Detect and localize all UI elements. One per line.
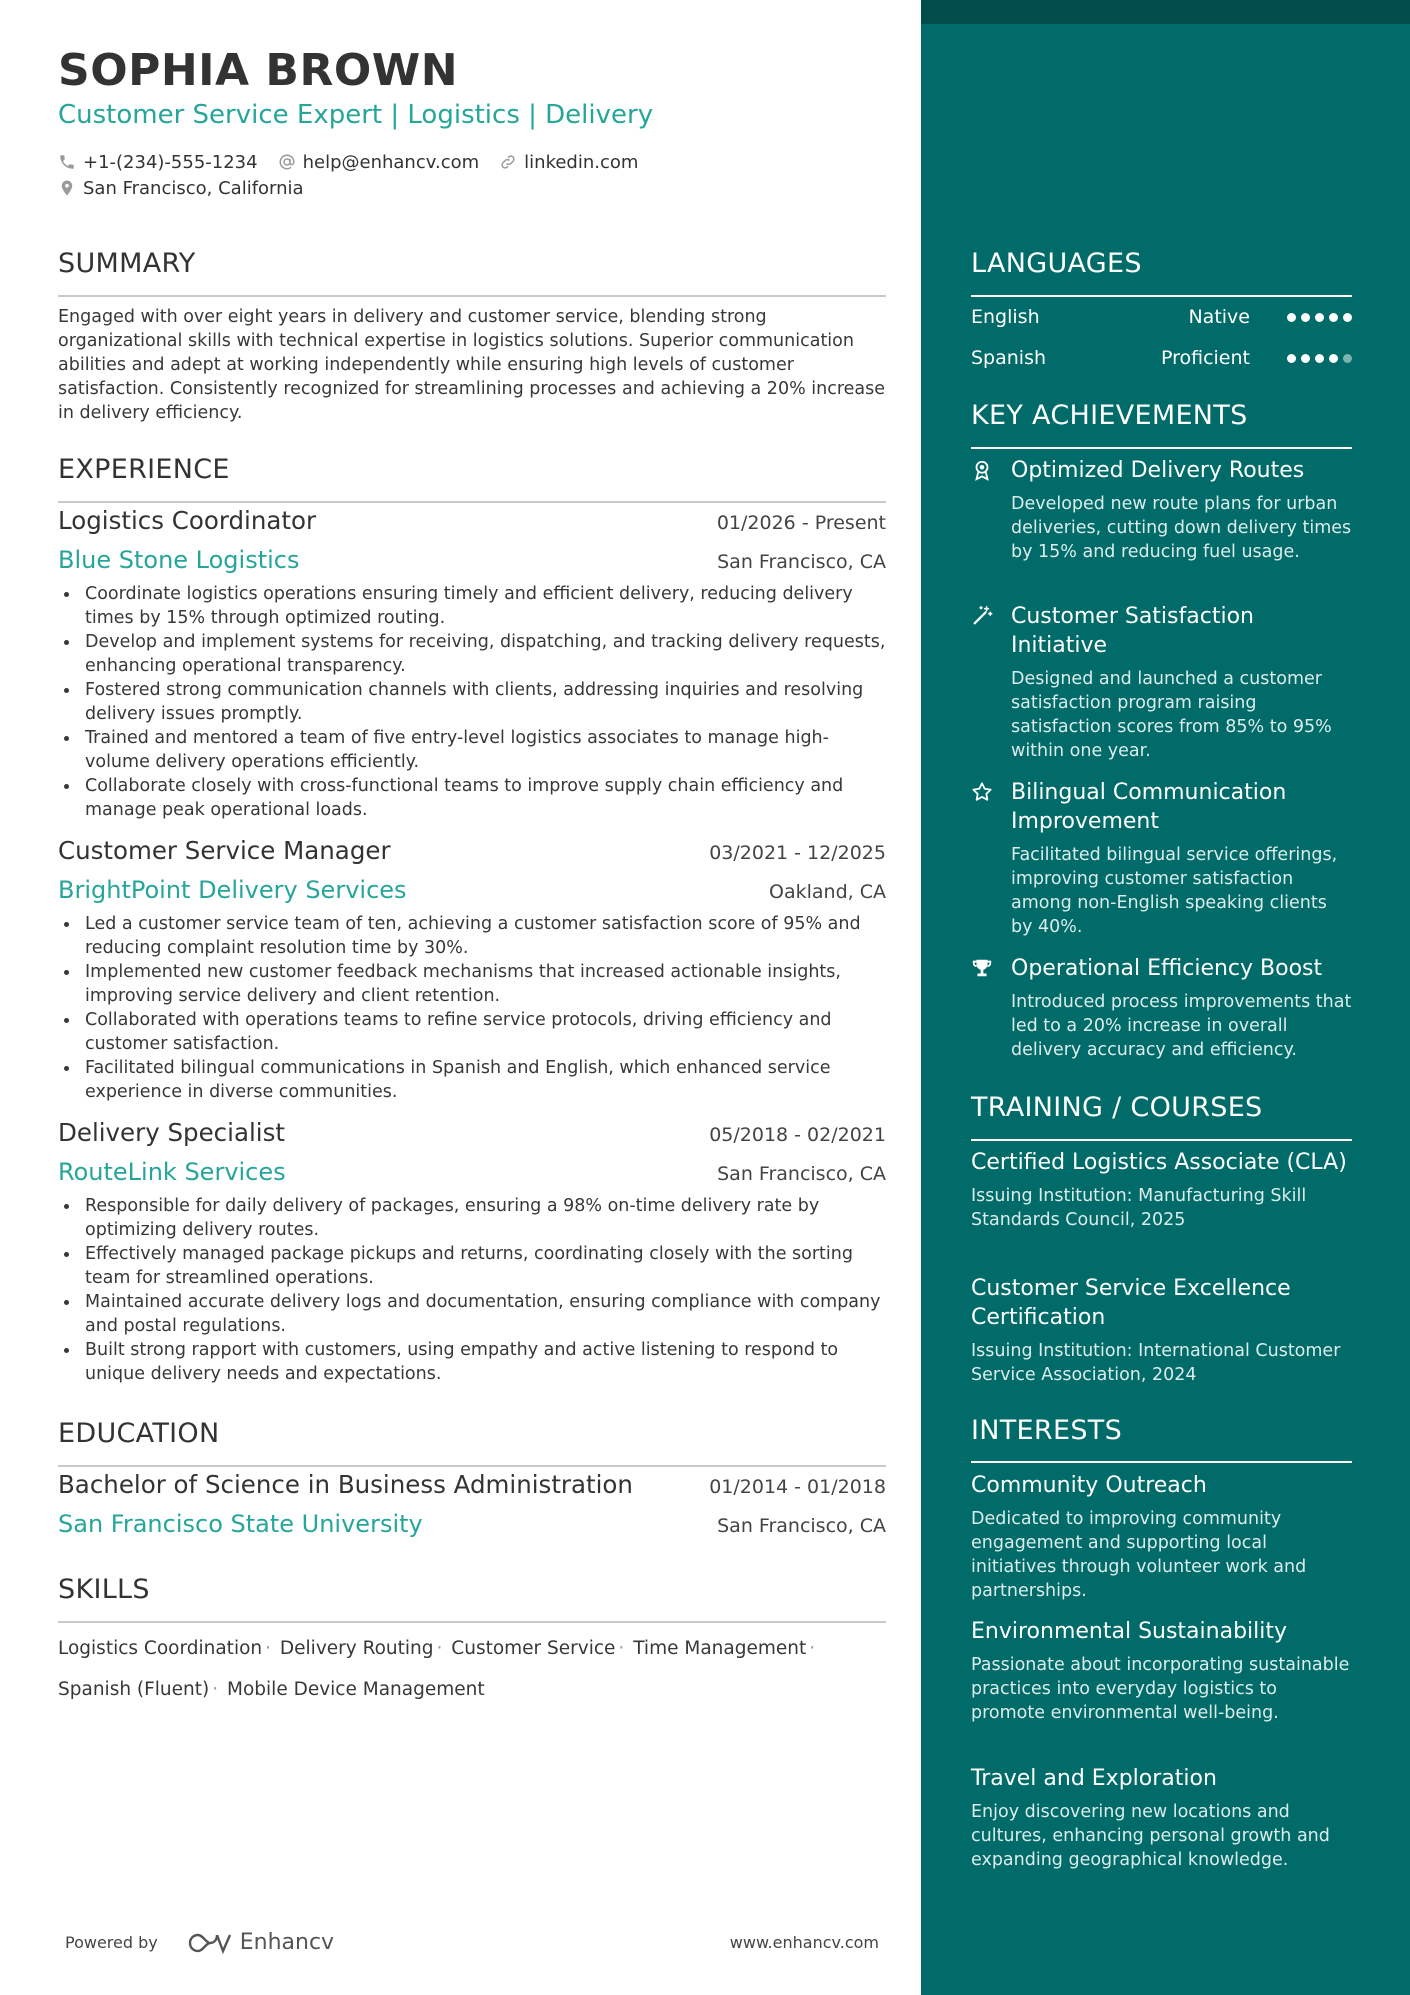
skills-list: Logistics Coordination · Delivery Routing · Customer Service · Time Management · Spanish (Fluent) · Mobile Device Management xyxy=(58,1638,816,1700)
bullet-item: Maintained accurate delivery logs and documentation, ensuring compliance with company and postal regulations. xyxy=(58,1290,886,1338)
language-rating xyxy=(1282,354,1352,363)
rating-dot xyxy=(1315,354,1324,363)
bullet-item: Collaborate closely with cross-functional teams to improve supply chain efficiency and manage peak operational loads. xyxy=(58,774,886,822)
brand-text: Enhancv xyxy=(239,1930,335,1955)
degree-title: Bachelor of Science in Business Administration xyxy=(58,1470,633,1499)
job-location: San Francisco, CA xyxy=(717,551,886,573)
rating-dot xyxy=(1329,313,1338,322)
candidate-headline: Customer Service Expert | Logistics | Delivery xyxy=(58,100,654,130)
achievement-desc: Designed and launched a customer satisfaction program raising satisfaction scores from 85% to 95% within one year. xyxy=(1011,669,1332,761)
job-title: Customer Service Manager xyxy=(58,836,391,865)
language-rating xyxy=(1282,313,1352,322)
job-entry-2 xyxy=(58,836,886,1104)
language-name: English xyxy=(971,306,1040,328)
languages-divider xyxy=(971,295,1352,297)
skills-title: SKILLS xyxy=(58,1574,150,1605)
contact-email[interactable] xyxy=(278,152,480,173)
achievement-item xyxy=(971,954,1352,1062)
at-icon xyxy=(278,153,296,171)
language-level: Proficient xyxy=(1160,347,1250,369)
job-location: Oakland, CA xyxy=(769,881,886,903)
interest-item xyxy=(971,1471,1352,1603)
achievement-item xyxy=(971,456,1352,564)
contact-phone[interactable] xyxy=(58,152,258,173)
job-bullets xyxy=(58,912,886,1104)
skill-item: Spanish (Fluent) xyxy=(58,1679,210,1700)
magic-wand-icon xyxy=(971,605,993,627)
rating-dot xyxy=(1315,313,1324,322)
course-item xyxy=(971,1148,1352,1232)
achievements-title: KEY ACHIEVEMENTS xyxy=(971,400,1248,431)
interest-title: Community Outreach xyxy=(971,1473,1207,1498)
phone-text: +1-(234)-555-1234 xyxy=(83,151,258,173)
skill-item: Delivery Routing xyxy=(279,1638,434,1659)
interests-divider xyxy=(971,1461,1352,1463)
achievement-item xyxy=(971,602,1352,763)
achievement-desc: Introduced process improvements that led to a 20% increase in overall delivery accuracy and efficiency. xyxy=(1011,992,1352,1060)
achievement-title: Bilingual Communication Improvement xyxy=(1011,780,1287,834)
summary-title: SUMMARY xyxy=(58,248,196,279)
main-column xyxy=(58,0,886,1995)
bullet-item: Collaborated with operations teams to refine service protocols, driving efficiency and customer satisfaction. xyxy=(58,1008,886,1056)
job-date: 03/2021 - 12/2025 xyxy=(709,842,886,864)
training-title: TRAINING / COURSES xyxy=(971,1092,1263,1123)
job-title: Logistics Coordinator xyxy=(58,506,317,535)
education-divider xyxy=(58,1465,886,1467)
rating-dot xyxy=(1287,354,1296,363)
interest-desc: Passionate about incorporating sustainable practices into everyday logistics to promote environmental well-being. xyxy=(971,1655,1350,1723)
bullet-item: Fostered strong communication channels with clients, addressing inquiries and resolving delivery issues promptly. xyxy=(58,678,886,726)
job-date: 05/2018 - 02/2021 xyxy=(709,1124,886,1146)
trophy-icon xyxy=(971,957,993,979)
skill-item: Customer Service xyxy=(451,1638,616,1659)
job-date: 01/2026 - Present xyxy=(716,512,886,534)
experience-title: EXPERIENCE xyxy=(58,454,230,485)
experience-divider xyxy=(58,501,886,503)
achievements-divider xyxy=(971,447,1352,449)
bullet-item: Built strong rapport with customers, using empathy and active listening to respond to unique delivery needs and expectations. xyxy=(58,1338,886,1386)
language-level: Native xyxy=(1188,306,1250,328)
enhancv-logo-icon xyxy=(186,1931,234,1955)
bullet-item: Facilitated bilingual communications in Spanish and English, which enhanced service experience in diverse communities. xyxy=(58,1056,886,1104)
skill-item: Time Management xyxy=(633,1638,807,1659)
footer-website[interactable]: www.enhancv.com xyxy=(729,1933,879,1952)
achievement-title: Customer Satisfaction Initiative xyxy=(1011,604,1254,658)
summary-divider xyxy=(58,295,886,297)
interest-desc: Dedicated to improving community engagement and supporting local initiatives through volunteer work and partnerships. xyxy=(971,1509,1307,1601)
job-bullets xyxy=(58,582,886,822)
contact-linkedin[interactable] xyxy=(499,152,638,173)
rating-dot xyxy=(1287,313,1296,322)
achievement-item xyxy=(971,778,1352,939)
bullet-item: Trained and mentored a team of five entry-level logistics associates to manage high-volume delivery operations efficiently. xyxy=(58,726,886,774)
contact-location xyxy=(58,178,304,199)
star-icon xyxy=(971,781,993,803)
rating-dot xyxy=(1301,354,1310,363)
education-entry xyxy=(58,1470,886,1546)
course-desc: Issuing Institution: International Customer Service Association, 2024 xyxy=(971,1341,1341,1385)
skills-divider xyxy=(58,1621,886,1623)
rating-dot xyxy=(1301,313,1310,322)
job-title: Delivery Specialist xyxy=(58,1118,285,1147)
job-company: Blue Stone Logistics xyxy=(58,546,300,574)
course-title: Certified Logistics Associate (CLA) xyxy=(971,1150,1347,1175)
rating-dot xyxy=(1329,354,1338,363)
link-icon xyxy=(499,153,517,171)
skill-item: Mobile Device Management xyxy=(227,1679,485,1700)
job-entry-3 xyxy=(58,1118,886,1386)
job-entry-1 xyxy=(58,506,886,822)
education-date: 01/2014 - 01/2018 xyxy=(709,1476,886,1498)
bullet-item: Develop and implement systems for receiving, dispatching, and tracking delivery requests, enhancing operational transparency. xyxy=(58,630,886,678)
course-desc: Issuing Institution: Manufacturing Skill Standards Council, 2025 xyxy=(971,1186,1307,1230)
achievement-title: Operational Efficiency Boost xyxy=(1011,956,1323,981)
bullet-item: Implemented new customer feedback mechanisms that increased actionable insights, improving service delivery and client retention. xyxy=(58,960,886,1008)
job-company: BrightPoint Delivery Services xyxy=(58,876,407,904)
award-ribbon-icon xyxy=(971,459,993,481)
linkedin-text: linkedin.com xyxy=(524,151,639,173)
education-title: EDUCATION xyxy=(58,1418,220,1449)
interest-desc: Enjoy discovering new locations and cultures, enhancing personal growth and expanding geographical knowledge. xyxy=(971,1802,1330,1870)
course-title: Customer Service Excellence Certification xyxy=(971,1276,1291,1330)
language-spanish xyxy=(971,344,1352,372)
footer-powered xyxy=(65,1930,334,1955)
location-pin-icon xyxy=(58,179,76,197)
phone-icon xyxy=(58,153,76,171)
language-english xyxy=(971,303,1352,331)
rating-dot-empty xyxy=(1343,354,1352,363)
language-name: Spanish xyxy=(971,347,1047,369)
achievement-title: Optimized Delivery Routes xyxy=(1011,458,1305,483)
powered-by-text: Powered by xyxy=(65,1933,158,1952)
bullet-item: Effectively managed package pickups and returns, coordinating closely with the sorting team for streamlined operations. xyxy=(58,1242,886,1290)
course-item xyxy=(971,1274,1352,1387)
languages-title: LANGUAGES xyxy=(971,248,1142,279)
interest-item xyxy=(971,1617,1352,1725)
training-divider xyxy=(971,1139,1352,1141)
bullet-item: Responsible for daily delivery of packages, ensuring a 98% on-time delivery rate by optimizing delivery routes. xyxy=(58,1194,886,1242)
school-name: San Francisco State University xyxy=(58,1510,423,1538)
interest-item xyxy=(971,1764,1352,1872)
enhancv-logo[interactable] xyxy=(186,1930,334,1955)
rating-dot xyxy=(1343,313,1352,322)
interest-title: Environmental Sustainability xyxy=(971,1619,1288,1644)
email-text: help@enhancv.com xyxy=(302,151,480,173)
candidate-name: SOPHIA BROWN xyxy=(58,45,459,96)
contact-info xyxy=(58,149,658,201)
interest-title: Travel and Exploration xyxy=(971,1766,1217,1791)
job-company: RouteLink Services xyxy=(58,1158,286,1186)
summary-text: Engaged with over eight years in delivery and customer service, blending strong organizational skills with technical expertise in logistics solutions. Superior communication abilities and adept at working independently while ensuring high levels of customer satisfaction. Consistently recognized for streamlining processes and achieving a 20% increase in delivery efficiency. xyxy=(58,307,886,423)
interests-title: INTERESTS xyxy=(971,1415,1123,1446)
achievement-desc: Facilitated bilingual service offerings, improving customer satisfaction among non-English speaking clients by 40%. xyxy=(1011,845,1338,937)
achievement-desc: Developed new route plans for urban deliveries, cutting down delivery times by 15% and reducing fuel usage. xyxy=(1011,494,1352,562)
job-bullets xyxy=(58,1194,886,1386)
job-location: San Francisco, CA xyxy=(717,1163,886,1185)
location-text: San Francisco, California xyxy=(83,177,304,199)
sidebar xyxy=(921,0,1410,1995)
bullet-item: Coordinate logistics operations ensuring timely and efficient delivery, reducing delivery times by 15% through optimized routing. xyxy=(58,582,886,630)
sidebar-top-band xyxy=(921,0,1410,24)
school-location: San Francisco, CA xyxy=(717,1515,886,1537)
skill-item: Logistics Coordination xyxy=(58,1638,263,1659)
bullet-item: Led a customer service team of ten, achieving a customer satisfaction score of 95% and reducing complaint resolution time by 30%. xyxy=(58,912,886,960)
